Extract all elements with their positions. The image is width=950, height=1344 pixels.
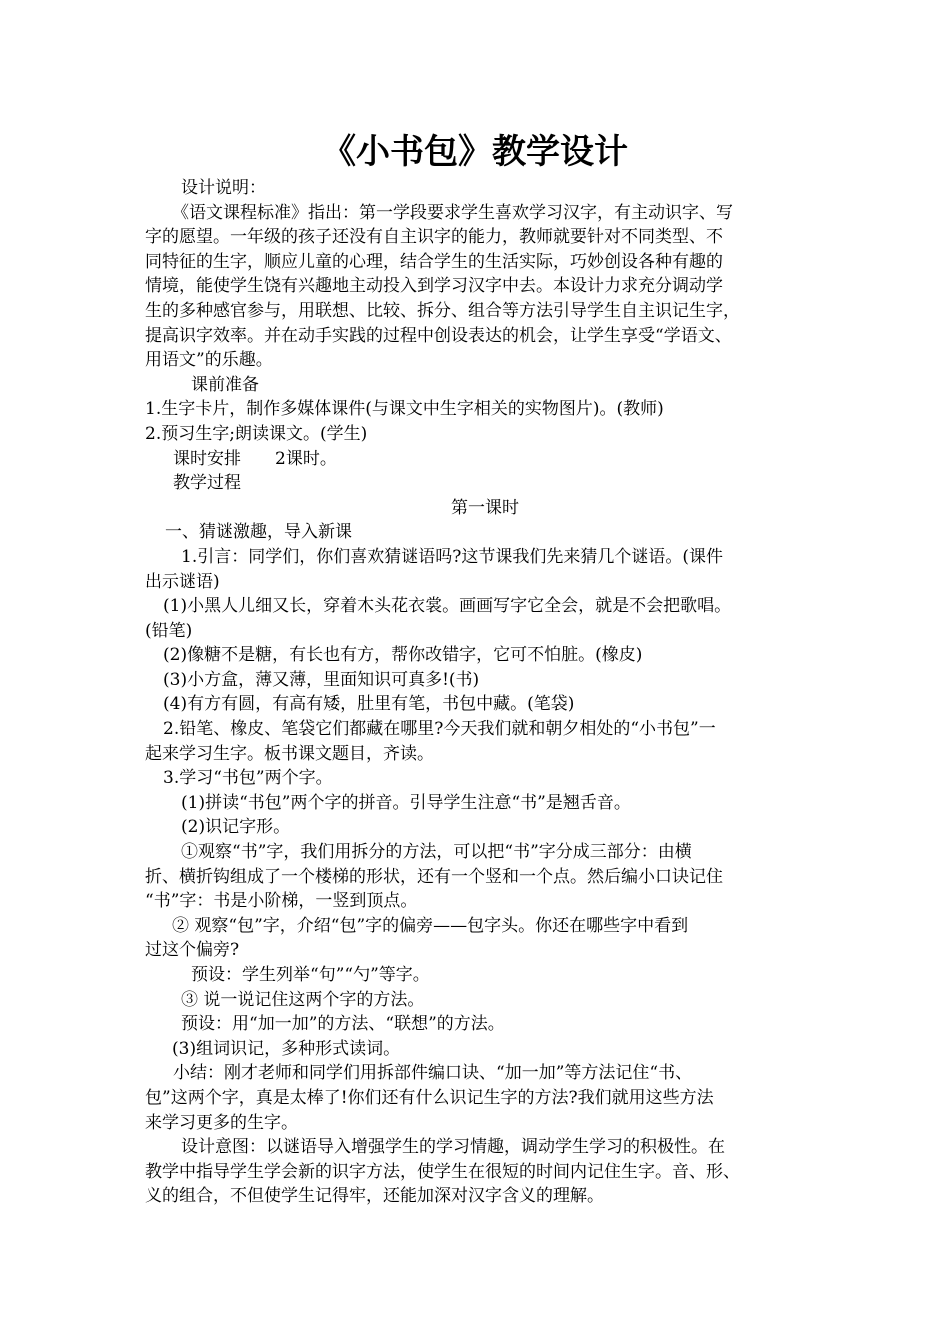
paragraph-line: 小结：刚才老师和同学们用拆部件编口诀、“加一加”等方法记住“书、 — [173, 1063, 693, 1084]
paragraph-line: “书”字：书是小阶梯，一竖到顶点。 — [145, 891, 418, 912]
paragraph-line: 同特征的生字，顺应儿童的心理，结合学生的生活实际，巧妙创设各种有趣的 — [145, 251, 723, 272]
paragraph-line: 折、横折钩组成了一个楼梯的形状，还有一个竖和一个点。然后编小口诀记住 — [145, 866, 723, 887]
paragraph-line: 预设：学生列举“句”“勺”等字。 — [191, 965, 430, 985]
paragraph-line: 《语文课程标准》指出：第一学段要求学生喜欢学习汉字，有主动识字、写 — [172, 202, 733, 223]
paragraph-line: ①观察“书”字，我们用拆分的方法，可以把“书”字分成三部分：由横 — [181, 842, 692, 863]
paragraph-line: (4)有方有圆，有高有矮，肚里有笔，书包中藏。(笔袋) — [163, 694, 575, 715]
paragraph-line: (3)小方盒，薄又薄，里面知识可真多!(书) — [163, 669, 480, 690]
paragraph-line: 设计意图：以谜语导入增强学生的学习情趣，调动学生学习的积极性。在 — [181, 1137, 725, 1158]
paragraph-line: 教学中指导学生学会新的识字方法，使学生在很短的时间内记住生字。音、形、 — [145, 1161, 740, 1182]
paragraph-line: 3.学习“书包”两个字。 — [163, 768, 333, 789]
paragraph-line: 教学过程 — [173, 473, 241, 494]
paragraph-line: 义的组合，不但使学生记得牢，还能加深对汉字含义的理解。 — [145, 1186, 604, 1207]
paragraph-line: 用语文”的乐趣。 — [145, 350, 273, 371]
paragraph-line: 来学习更多的生字。 — [145, 1112, 298, 1133]
document-title: 《小书包》教学设计 — [322, 132, 628, 172]
paragraph-line: (3)组词识记，多种形式读词。 — [172, 1038, 401, 1059]
paragraph-line: 出示谜语) — [145, 571, 220, 592]
paragraph-line: 生的多种感官参与，用联想、比较、拆分、组合等方法引导学生自主识记生字， — [145, 300, 740, 321]
paragraph-line: 设计说明： — [181, 178, 266, 198]
paragraph-line: 过这个偏旁? — [145, 940, 240, 961]
paragraph-line: 课时安排 2课时。 — [173, 448, 337, 469]
paragraph-line: (2)识记字形。 — [181, 817, 291, 838]
document-body — [145, 176, 825, 1209]
paragraph-line: 一、猜谜激趣，导入新课 — [165, 522, 352, 543]
paragraph-line: (铅笔) — [145, 620, 193, 641]
paragraph-line: (2)像糖不是糖，有长也有方，帮你改错字，它可不怕脏。(橡皮) — [163, 645, 643, 666]
section-heading: 第一课时 — [451, 497, 519, 518]
paragraph-line: 2.预习生字;朗读课文。(学生) — [145, 423, 368, 444]
paragraph-line: (1)小黑人儿细又长，穿着木头花衣裳。画画写字它全会，就是不会把歌唱。 — [163, 596, 732, 617]
paragraph-line: 字的愿望。一年级的孩子还没有自主识字的能力，教师就要针对不同类型、不 — [145, 227, 723, 248]
paragraph-line: 2.铅笔、橡皮、笔袋它们都藏在哪里?今天我们就和朝夕相处的“小书包”一 — [163, 719, 716, 740]
paragraph-line: (1)拼读“书包”两个字的拼音。引导学生注意“书”是翘舌音。 — [181, 792, 631, 813]
paragraph-line: 1.引言：同学们，你们喜欢猜谜语吗?这节课我们先来猜几个谜语。(课件 — [181, 546, 723, 567]
paragraph-line: ② 观察“包”字，介绍“包”字的偏旁——包字头。你还在哪些字中看到 — [172, 915, 689, 936]
paragraph-line: 起来学习生字。板书课文题目，齐读。 — [145, 743, 434, 764]
paragraph-line: 提高识字效率。并在动手实践的过程中创设表达的机会，让学生享受“学语文、 — [145, 325, 732, 346]
paragraph-line: ③ 说一说记住这两个字的方法。 — [181, 989, 425, 1010]
paragraph-line: 预设：用“加一加”的方法、“联想”的方法。 — [181, 1014, 505, 1035]
paragraph-line: 课前准备 — [191, 374, 259, 395]
paragraph-line: 情境，能使学生饶有兴趣地主动投入到学习汉字中去。本设计力求充分调动学 — [145, 276, 723, 297]
paragraph-line: 包”这两个字，真是太棒了!你们还有什么识记生字的方法?我们就用这些方法 — [145, 1087, 714, 1108]
paragraph-line: 1.生字卡片，制作多媒体课件(与课文中生字相关的实物图片)。(教师) — [145, 399, 664, 420]
